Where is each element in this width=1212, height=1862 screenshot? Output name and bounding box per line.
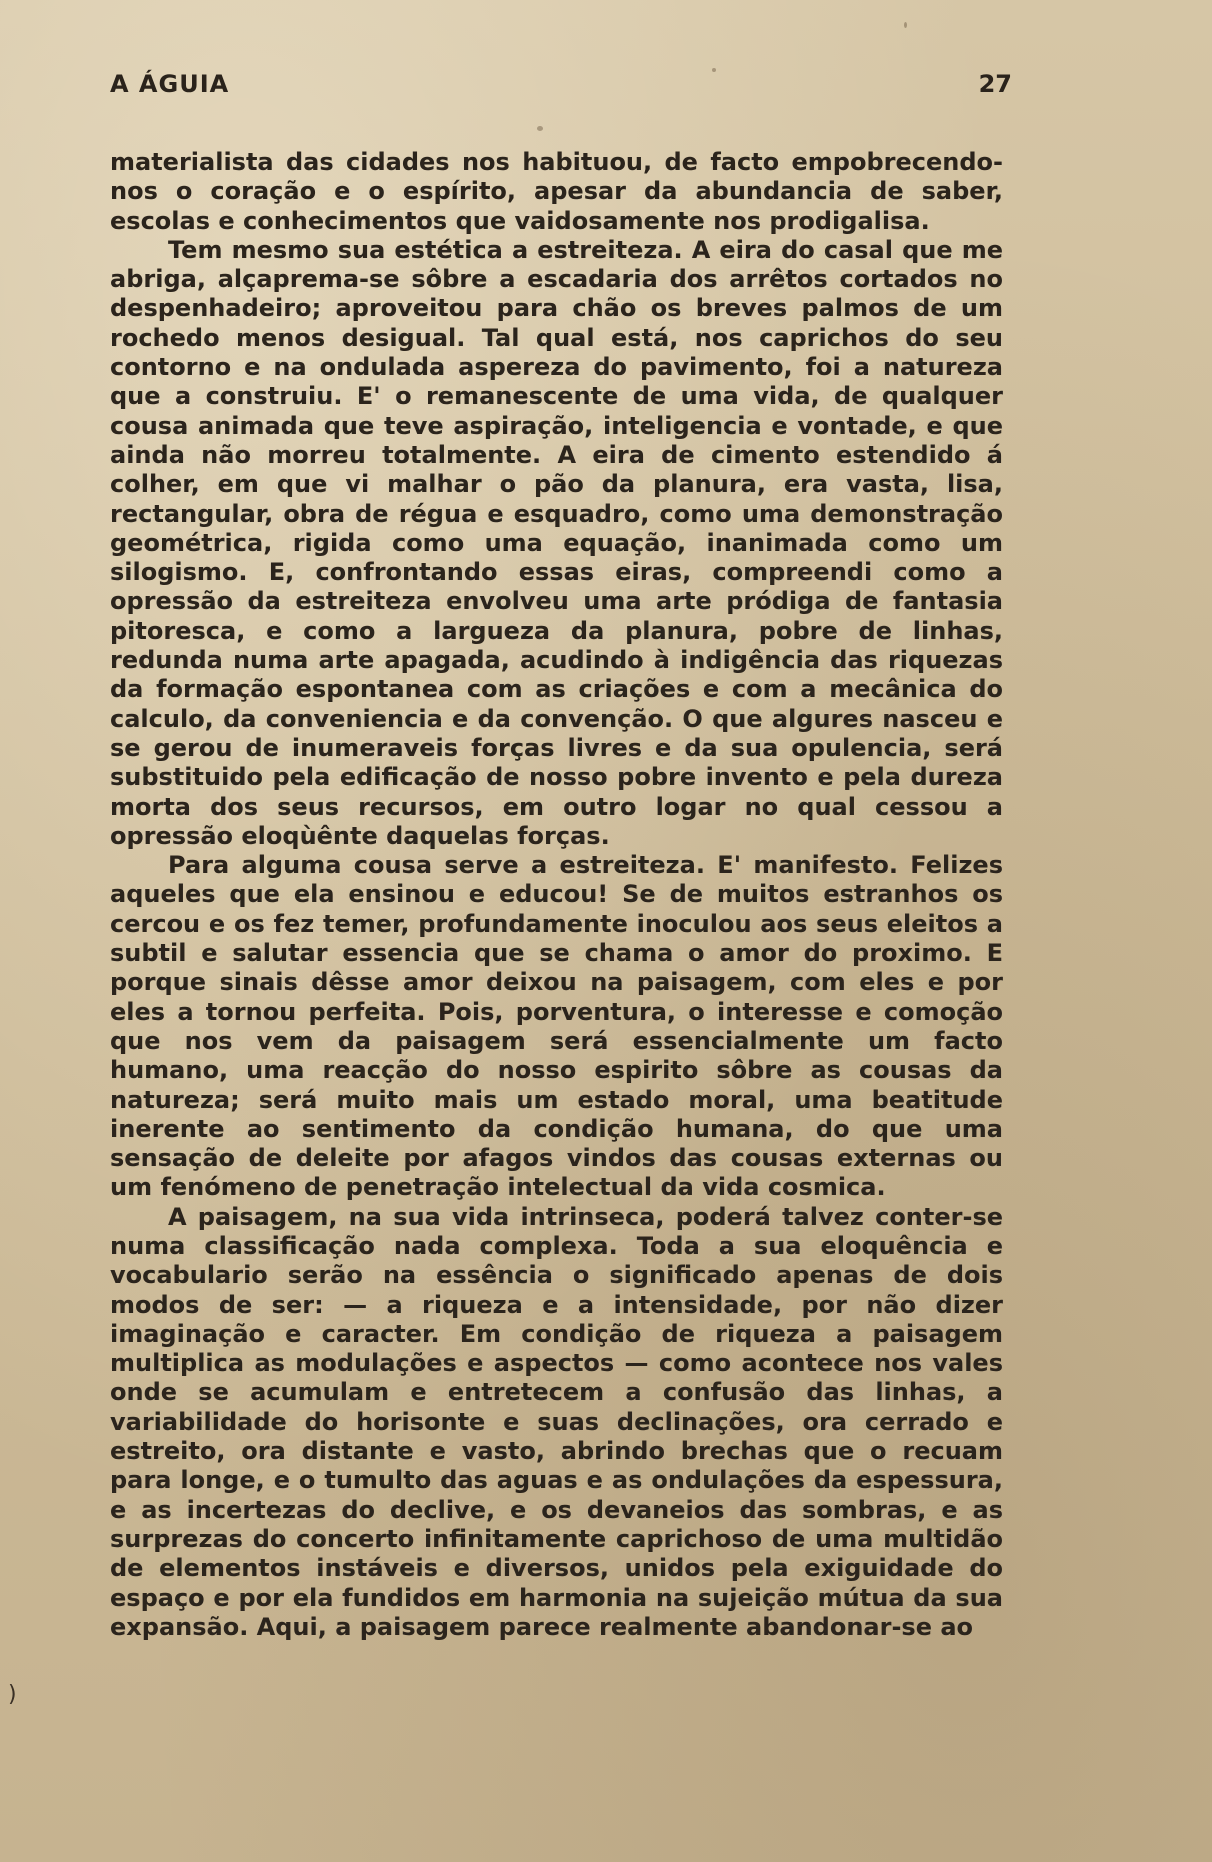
paper-speck bbox=[904, 22, 907, 28]
paragraph: materialista das cidades nos habituou, de facto empobrecendo-nos o coração e o espírito, apesar da abundancia de saber, escolas e conhecimentos que vaidosamente nos prodigalisa. bbox=[110, 148, 1003, 235]
body-text bbox=[110, 148, 1003, 1642]
paragraph: A paisagem, na sua vida intrinseca, poderá talvez conter-se numa classificação nada complexa. Toda a sua eloquência e vocabulario serão na essência o significado apenas de dois modos de ser: — a riqueza e a intensidade, por não dizer imaginação e caracter. Em condição de riqueza a paisagem multiplica as modulações e aspectos — como acontece nos vales onde se acumulam e entretecem a confusão das linhas, a variabilidade do horisonte e suas declinações, ora cerrado e estreito, ora distante e vasto, abrindo brechas que o recuam para longe, e o tumulto das aguas e as ondulações da espessura, e as incertezas do declive, e os devaneios das sombras, e as surprezas do concerto infinitamente caprichoso de uma multidão de elementos instáveis e diversos, unidos pela exiguidade do espaço e por ela fundidos em harmonia na sujeição mútua da sua expansão. Aqui, a paisagem parece realmente abandonar-se ao bbox=[110, 1202, 1003, 1641]
page-number: 27 bbox=[978, 70, 1012, 98]
paragraph: Para alguma cousa serve a estreiteza. E' manifesto. Felizes aqueles que ela ensinou e educou! Se de muitos estranhos os cercou e os fez temer, profundamente inoculou aos seus eleitos a subtil e salutar essencia que se chama o amor do proximo. E porque sinais dêsse amor deixou na paisagem, com eles e por eles a tornou perfeita. Pois, porventura, o interesse e comoção que nos vem da paisagem será essencialmente um facto humano, uma reacção do nosso espirito sôbre as cousas da natureza; será muito mais um estado moral, uma beatitude inerente ao sentimento da condição humana, do que uma sensação de deleite por afagos vindos das cousas externas ou um fenómeno de penetração intelectual da vida cosmica. bbox=[110, 851, 1003, 1202]
margin-mark: ) bbox=[8, 1682, 17, 1707]
running-head bbox=[110, 70, 1012, 110]
paragraph: Tem mesmo sua estética a estreiteza. A eira do casal que me abriga, alçaprema-se sôbre a escadaria dos arrêtos cortados no despenhadeiro; aproveitou para chão os breves palmos de um rochedo menos desigual. Tal qual está, nos caprichos do seu contorno e na ondulada aspereza do pavimento, foi a natureza que a construiu. E' o remanescente de uma vida, de qualquer cousa animada que teve aspiração, inteligencia e vontade, e que ainda não morreu totalmente. A eira de cimento estendido á colher, em que vi malhar o pão da planura, era vasta, lisa, rectangular, obra de régua e esquadro, como uma demonstração geométrica, rigida como uma equação, inanimada como um silogismo. E, confrontando essas eiras, compreendi como a opressão da estreiteza envolveu uma arte pródiga de fantasia pitoresca, e como a largueza da planura, pobre de linhas, redunda numa arte apagada, acudindo à indigência das riquezas da formação espontanea com as criações e com a mecânica do calculo, da conveniencia e da convenção. O que algures nasceu e se gerou de inumeraveis forças livres e da sua opulencia, será substituido pela edificação de nosso pobre invento e pela dureza morta dos seus recursos, em outro logar no qual cessou a opressão eloqùênte daquelas forças. bbox=[110, 235, 1003, 850]
journal-title: A ÁGUIA bbox=[110, 70, 230, 98]
paper-speck bbox=[537, 126, 543, 131]
